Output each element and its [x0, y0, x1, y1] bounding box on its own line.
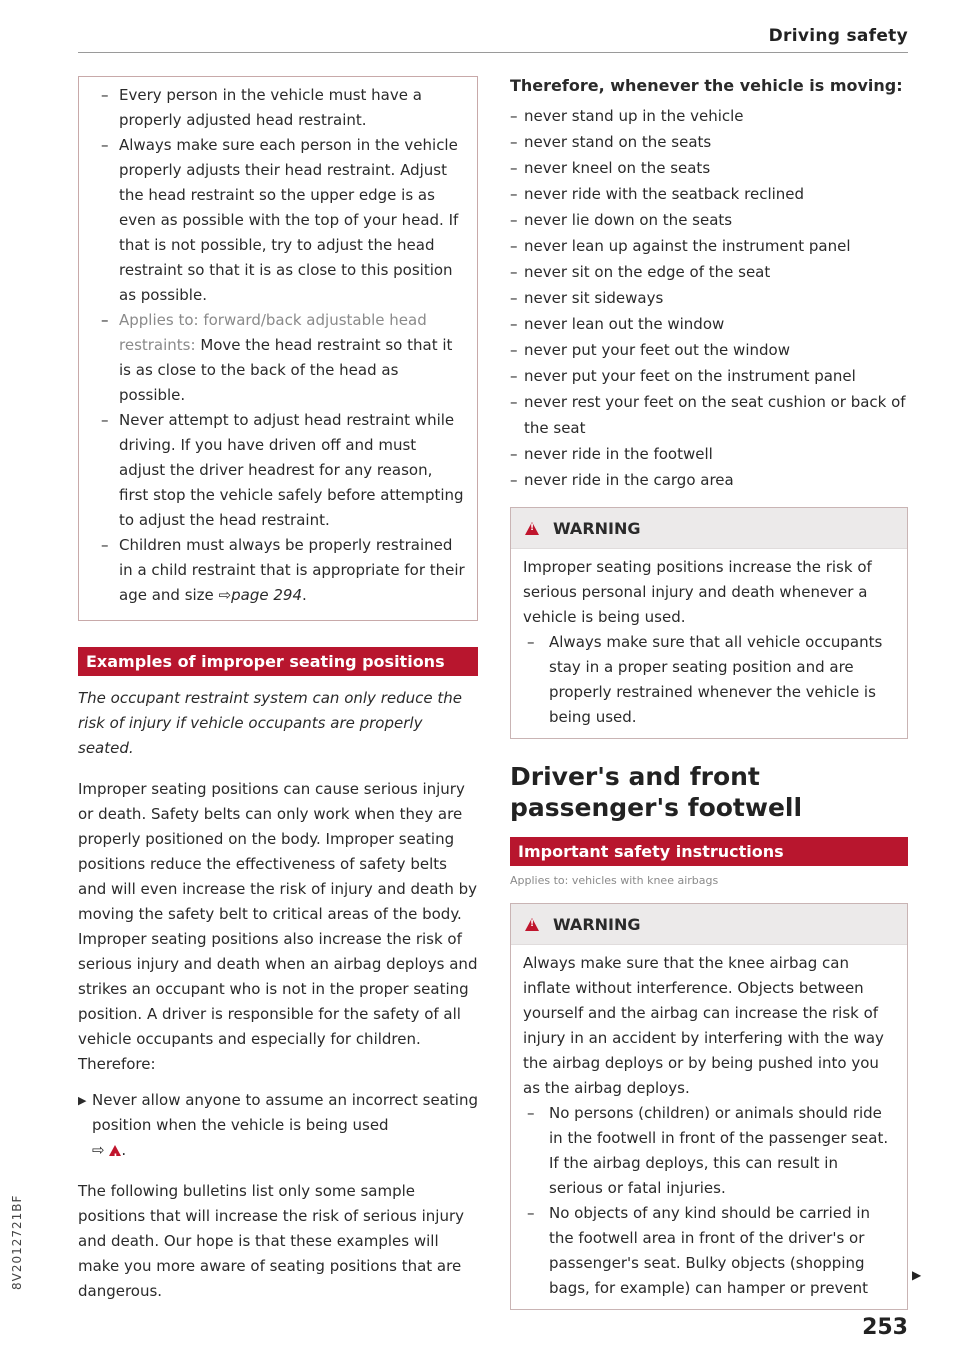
warning-body: [511, 549, 907, 738]
list-item: – Always make sure that all vehicle occupants stay in a proper seating position and are properly restrained whenever the vehicle is being used.: [523, 630, 895, 730]
list-item-text: Children must always be properly restrained in a child restraint that is appropriate for their age and size: [119, 536, 465, 604]
continue-arrow-icon: ▶: [912, 1268, 922, 1282]
list-item: – never lean out the window: [510, 311, 908, 337]
section-title-safety-instructions: Important safety instructions: [510, 837, 908, 866]
warning-label: WARNING: [553, 518, 641, 538]
warning-label: WARNING: [553, 914, 641, 934]
paragraph-sample-positions: The following bulletins list only some sample positions that will increase the risk of serious injury and death. Our hope is that these examples will make you more aware of seating positions that are dangerous.: [78, 1182, 465, 1300]
applies-prefix: Applies to: forward/back adjustable head restraints:: [119, 311, 427, 354]
reference-arrow: ⇨: [92, 1141, 105, 1159]
chapter-heading: Driver's and front passenger's footwell: [510, 762, 803, 822]
never-list: [510, 103, 908, 493]
list-item: – Always make sure each person in the vehicle properly adjusts their head restraint. Adjust the head restraint so the upper edge is as even as possible with the top of your head. If that is not possible, try to adjust the head restraint so that it is as close to this position as possible.: [91, 133, 465, 308]
warning-triangle-icon: [525, 522, 539, 535]
page-header-title: Driving safety: [768, 26, 908, 46]
list-item: – never sit sideways: [510, 285, 908, 311]
list-item: – never stand on the seats: [510, 129, 908, 155]
list-item: – Every person in the vehicle must have a properly adjusted head restraint.: [91, 83, 465, 133]
list-item-text: Move the head restraint so that it is as close to the back of the head as possible.: [119, 336, 453, 404]
warning-list: [523, 1101, 895, 1301]
list-item-tail: .: [302, 586, 307, 604]
page-number: 253: [862, 1315, 908, 1340]
list-item: – never ride in the cargo area: [510, 467, 908, 493]
warning-text: Improper seating positions increase the risk of serious personal injury and death whenever a vehicle is being used.: [523, 558, 872, 626]
warning-header: [511, 508, 907, 549]
header-divider: [78, 52, 908, 53]
warning-header: [511, 904, 907, 945]
right-column: [510, 76, 908, 1310]
list-item: [91, 308, 465, 408]
applies-to-note: Applies to: vehicles with knee airbags: [510, 874, 719, 887]
list-item: – never ride in the footwell: [510, 441, 908, 467]
document-code: 8V2012721BF: [10, 1194, 24, 1290]
action-bullet: [78, 1088, 478, 1163]
list-item: – never put your feet out the window: [510, 337, 908, 363]
list-item: – never sit on the edge of the seat: [510, 259, 908, 285]
list-item: – never lie down on the seats: [510, 207, 908, 233]
list-item: – Never attempt to adjust head restraint while driving. If you have driven off and must adjust the driver headrest for any reason, first stop the vehicle safely before attempting to adjust the head restraint.: [91, 408, 465, 533]
list-item: – never kneel on the seats: [510, 155, 908, 181]
paragraph-improper-positions: Improper seating positions can cause serious injury or death. Safety belts can only work when they are properly positioned on the body. Improper seating positions reduce the effectiveness of safety belts and will even increase the risk of injury and death by moving the safety belt to critical areas of the body. Improper seating positions also increase the risk of serious injury and death when an airbag deploys and strikes an occupant who is not in the proper seating position. A driver is responsible for the safety of all vehicle occupants and especially for children. Therefore:: [78, 780, 478, 1073]
left-column: [78, 76, 478, 1304]
warning-triangle-icon: [525, 918, 539, 931]
list-item: – never lean up against the instrument panel: [510, 233, 908, 259]
head-restraint-list: [91, 83, 465, 608]
page-reference-link[interactable]: ⇨page 294: [218, 586, 302, 604]
head-restraint-box: [78, 76, 478, 621]
list-item: – No objects of any kind should be carried in the footwell area in front of the driver's or passenger's seat. Bulky objects (shopping bags, for example) can hamper or prevent: [523, 1201, 895, 1301]
warning-panel-knee-airbag: [510, 903, 908, 1310]
list-item: – never put your feet on the instrument panel: [510, 363, 908, 389]
section-intro: The occupant restraint system can only reduce the risk of injury if vehicle occupants are properly seated.: [78, 689, 462, 757]
section-title-improper-seating: Examples of improper seating positions: [78, 647, 478, 676]
warning-text: Always make sure that the knee airbag can inflate without interference. Objects between yourself and the airbag can increase the risk of injury in an accident by interfering with the way the airbag deploys or by being pushed into you as the airbag deploys.: [523, 954, 884, 1097]
action-bullet-text: Never allow anyone to assume an incorrect seating position when the vehicle is being used: [92, 1091, 478, 1134]
list-item: – never rest your feet on the seat cushion or back of the seat: [510, 389, 908, 441]
warning-reference-link[interactable]: ⇨ ! .: [92, 1141, 126, 1159]
list-item: – No persons (children) or animals should ride in the footwell in front of the passenger seat. If the airbag deploys, this can result in serious or fatal injuries.: [523, 1101, 895, 1201]
list-item: – never ride with the seatback reclined: [510, 181, 908, 207]
bullet-arrow-icon: ▶: [78, 1094, 87, 1107]
warning-panel-seating: [510, 507, 908, 739]
moving-heading: Therefore, whenever the vehicle is moving:: [510, 76, 903, 95]
list-item: [91, 533, 465, 608]
warning-body: [511, 945, 907, 1309]
list-item: – never stand up in the vehicle: [510, 103, 908, 129]
warning-list: [523, 630, 895, 730]
warning-triangle-icon: [109, 1145, 121, 1156]
